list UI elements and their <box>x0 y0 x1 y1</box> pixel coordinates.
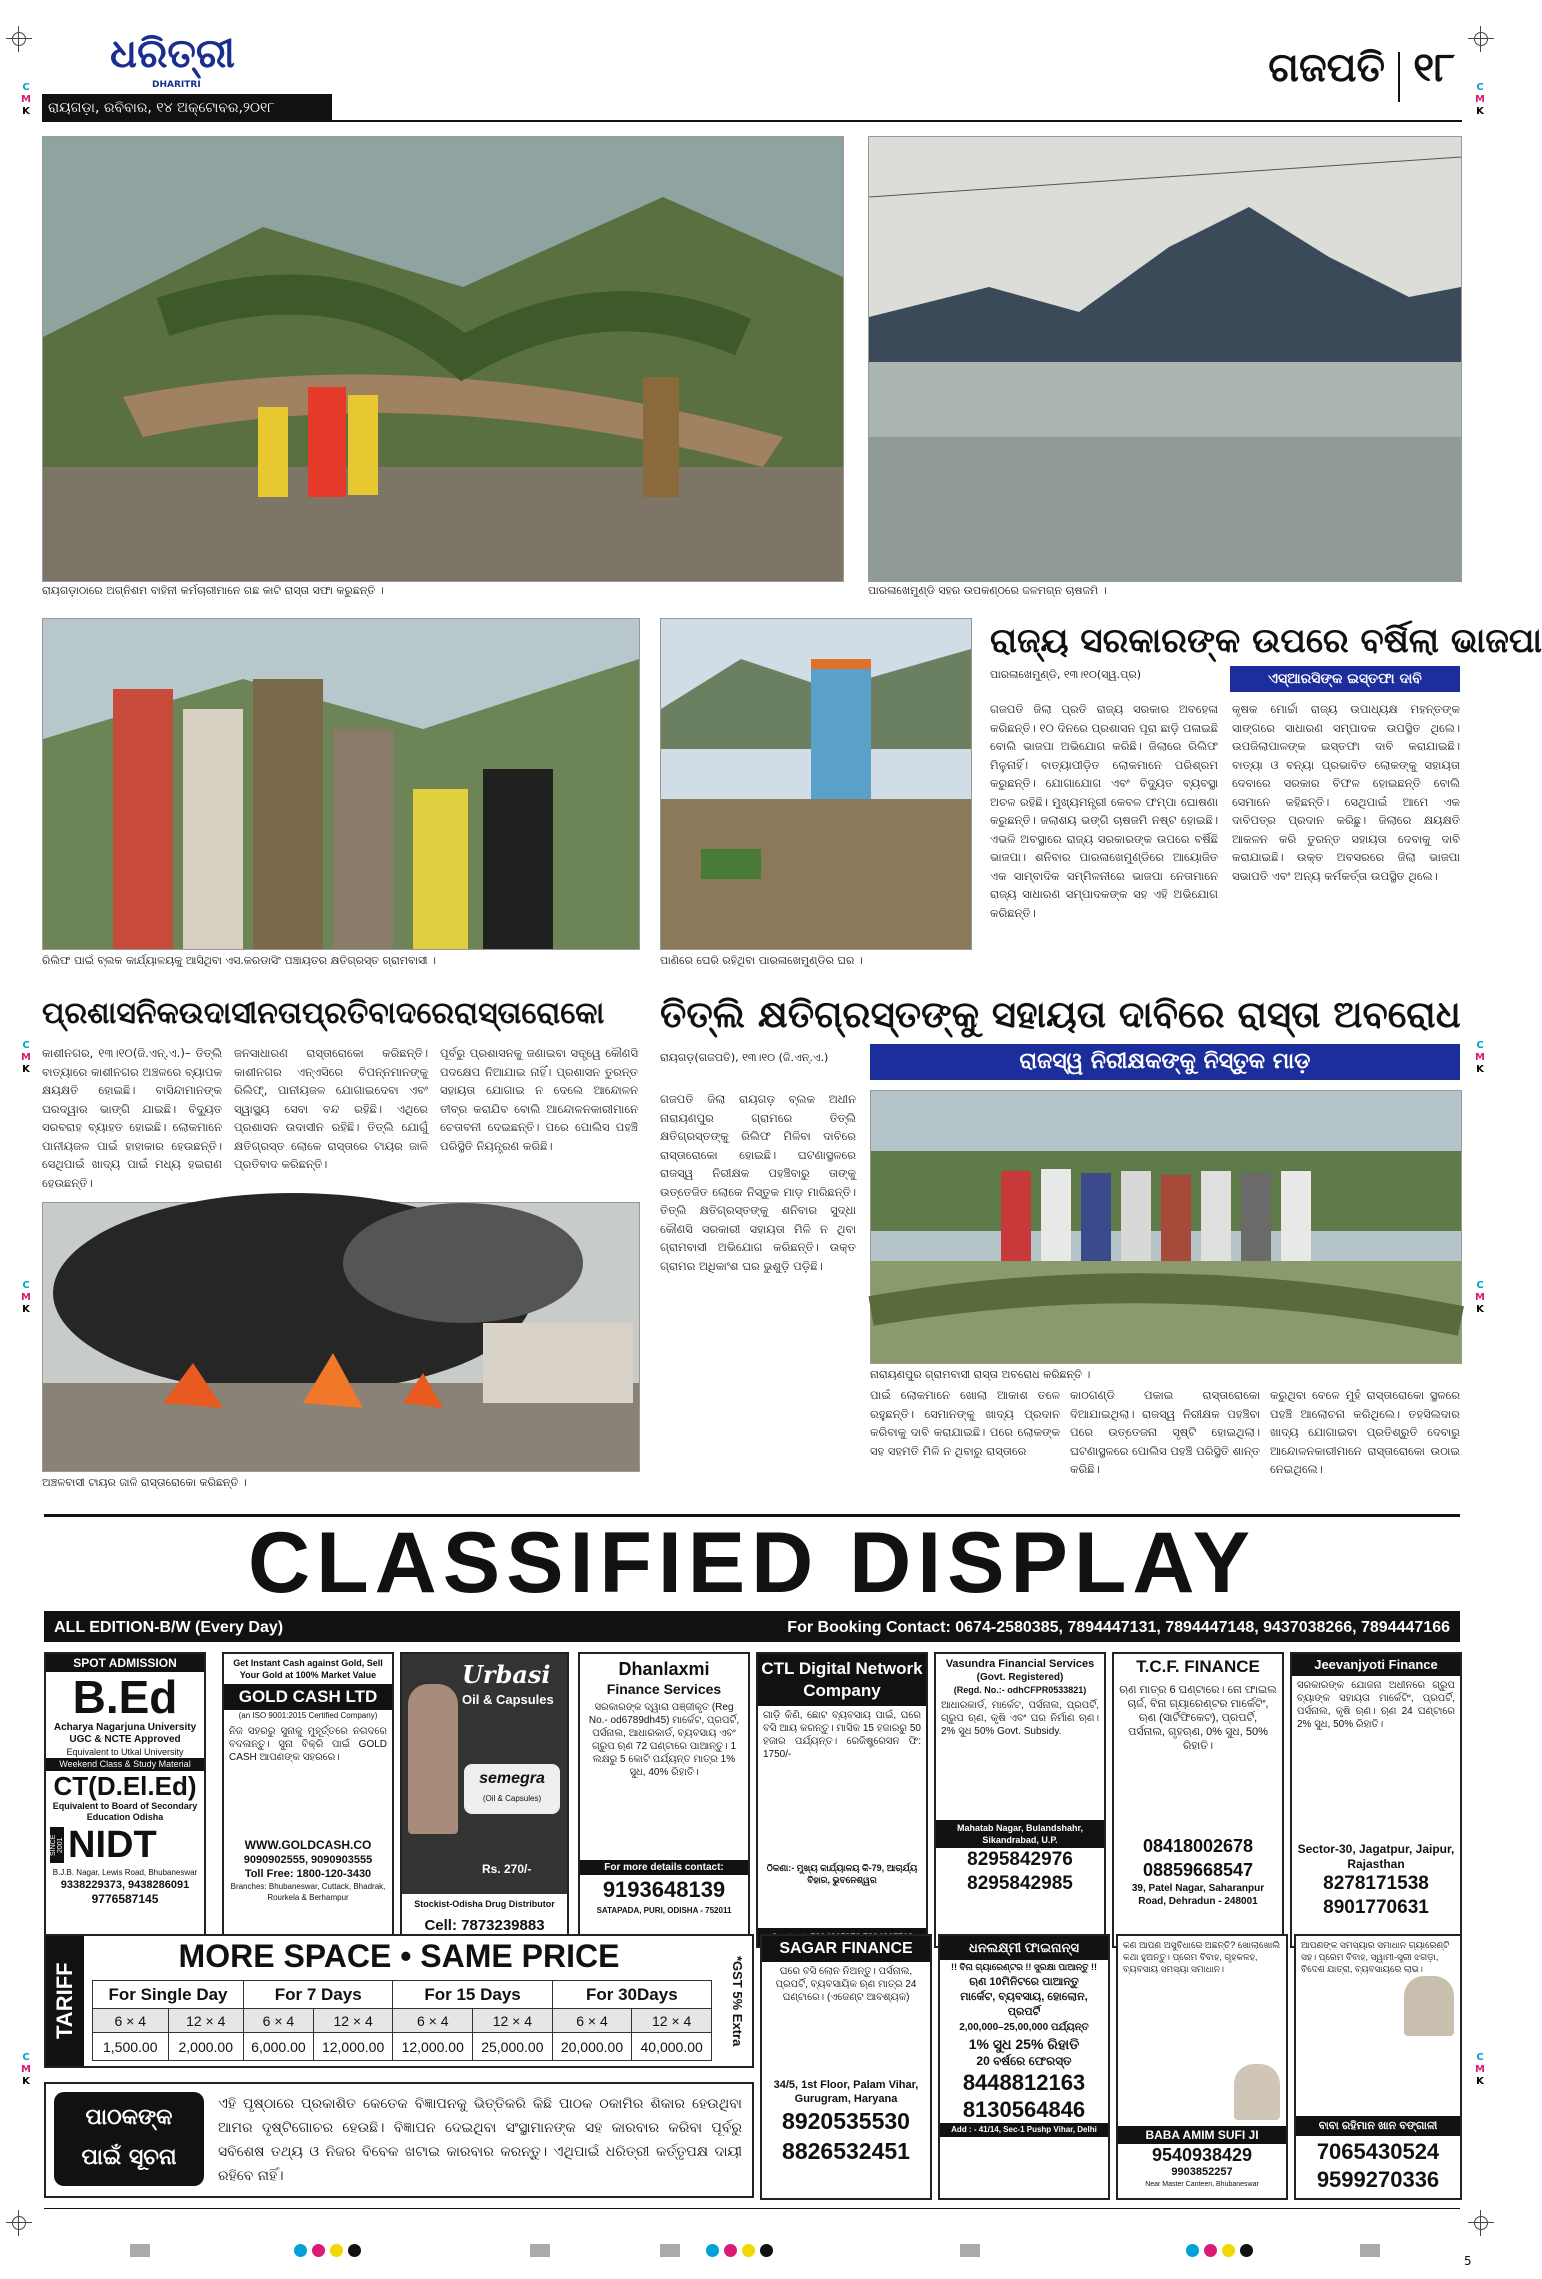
ad-heading: CTL Digital Network Company <box>758 1654 926 1706</box>
masthead <box>42 28 332 124</box>
ad-address: Mahatab Nagar, Bulandshahr, Sikandrabad, U.P. <box>936 1820 1104 1848</box>
ad-line: 1% ସୁଧ 25% ରିହାତି <box>968 2036 1080 2052</box>
ad-sagar <box>760 1934 932 2200</box>
ad-body: ଗାଡ଼ି କିଣି, ଛୋଟ ବ୍ୟବସାୟ ପାଇଁ, ଘରେ ବସି ଆୟ କରନ୍ତୁ। ମାସିକ 15 ହଜାରରୁ 50 ହଜାର ପର୍ଯ୍ୟନ୍ତ। ରେଜିଷ୍ଟ୍ରେସନ ଫି: 1750/- <box>763 1710 921 1760</box>
tariff-size: 6 × 4 <box>552 2009 632 2033</box>
story-body-column: କାଶୀନଗର, ୧୩।୧୦(ଜି.ଏନ୍.ଏ.)– ତିତ୍ଲି ବାତ୍ୟାରେ କାଶୀନଗର ଅଞ୍ଚଳରେ ବ୍ୟାପକ କ୍ଷୟକ୍ଷତି ହୋଇଛି। ବାସିନ୍ଦାମାନଙ୍କ ଘରଦ୍ୱାର ଭାଙ୍ଗି ଯାଇଛି। ବିଦ୍ୟୁତ ସରବରାହ ବ୍ୟାହତ ହୋଇଛି। ଲୋକମାନେ ପାନୀୟଜଳ ପାଇଁ ହାହାକାର ହେଉଛନ୍ତି। ସେଥିପାଇଁ ଖାଦ୍ୟ ପାଇଁ ମଧ୍ୟ ହଇରାଣ ହେଉଛନ୍ତି। <box>42 1046 222 1190</box>
ad-phone: Toll Free: 1800-120-3430 <box>244 1868 372 1880</box>
footer-rule <box>44 2208 1460 2209</box>
dateline: ରାୟଗଡ଼ା, ରବିବାର, ୧୪ ଅକ୍ଟୋବର,୨୦୧୮ <box>42 94 332 122</box>
story-body-column: ପୂର୍ବରୁ ପ୍ରଶାସନକୁ ଜଣାଇବା ସତ୍ତ୍ୱେ କୌଣସି ପଦକ୍ଷେପ ନିଆଯାଇ ନାହିଁ। ପ୍ରଶାସନ ତୁରନ୍ତ ସହାୟତା ଯୋଗାଇ ନ ଦେଲେ ଆନ୍ଦୋଳନ ତୀବ୍ର କରାଯିବ ବୋଲି ଆନ୍ଦୋଳନକାରୀମାନେ ଚେତାବନୀ ଦେଇଛନ୍ତି। ପରେ ପୋଲିସ ପହଞ୍ଚି ପରିସ୍ଥିତି ନିୟନ୍ତ୍ରଣ କରିଛି। <box>440 1046 638 1153</box>
notice-title-line: ପାଠକଙ୍କ <box>85 2105 173 2130</box>
ad-website: WWW.GOLDCASH.CO <box>244 1838 372 1852</box>
ad-heading: Jeevanjyoti Finance <box>1292 1654 1460 1676</box>
registration-mark <box>1468 26 1494 52</box>
ad-phone: 8826532451 <box>782 2138 910 2164</box>
masthead-rule <box>330 120 1462 122</box>
tariff-table <box>92 1980 712 2061</box>
section-name: ଗଜପତି <box>1268 45 1386 91</box>
gray-patch <box>530 2244 550 2257</box>
registration-mark <box>1468 2210 1494 2236</box>
ad-address: Near Master Canteen, Bhubaneswar <box>1145 2181 1259 2188</box>
ad-line: (an ISO 9001:2015 Certified Company) <box>238 1711 378 1720</box>
photo-flooded-house <box>660 618 972 950</box>
ad-baba-rahiman <box>1294 1934 1462 2200</box>
cyan-dot <box>706 2244 719 2257</box>
tariff-size: 6 × 4 <box>244 2009 314 2033</box>
ad-line: Weekend Class & Study Material <box>46 1758 204 1771</box>
ad-phone: 9193648139 <box>602 1877 726 1902</box>
tariff-price: 25,000.00 <box>473 2033 553 2061</box>
magenta-dot <box>312 2244 325 2257</box>
ad-phone: 9776587145 <box>91 1892 159 1906</box>
reader-notice <box>44 2082 754 2198</box>
story-headline: ପ୍ରଶାସନିକଉଦାସୀନତାପ୍ରତିବାଦରେରାସ୍ତାରୋକୋ <box>42 996 605 1031</box>
tariff-period: For 30Days <box>552 1981 711 2009</box>
ad-phone: 8130564846 <box>962 2097 1086 2122</box>
ad-tag: SPOT ADMISSION <box>46 1654 204 1672</box>
tariff-label: TARIFF <box>46 1936 84 2066</box>
ad-body: ଆଧାରକାର୍ଡ, ମାର୍କେଟ, ପର୍ସନାଲ, ପ୍ରପର୍ଟି, ଗ୍ରୁପ ଋଣ, କୃଷି ଏବଂ ଘର ନିର୍ମାଣ ଋଣ। 2% ସୁଧ 50% Govt. Subsidy. <box>941 1700 1099 1737</box>
section-divider <box>1398 52 1400 102</box>
tariff-price: 20,000.00 <box>552 2033 632 2061</box>
ad-address: SATAPADA, PURI, ODISHA - 752011 <box>596 1906 732 1915</box>
ad-since: SINCE 2001 <box>50 1827 64 1863</box>
ad-phone: 08418002678 <box>1142 1836 1254 1856</box>
ad-heading: ଧନଲକ୍ଷ୍ମୀ ଫାଇନାନ୍ସ <box>940 1936 1108 1960</box>
gray-patch <box>960 2244 980 2257</box>
ad-line: ମାର୍କେଟ, ବ୍ୟବସାୟ, ହୋଲୋନ, ପ୍ରପର୍ଟି <box>960 1991 1088 2018</box>
product-box <box>464 1764 560 1814</box>
ad-heading: NIDT <box>68 1824 157 1866</box>
page-number: ୧୮ <box>1413 45 1455 91</box>
ad-line: !! ବିନା ଗ୍ୟାରେଣ୍ଟର !! ସୁରକ୍ଷା ପାଆନ୍ତୁ !! <box>950 1962 1098 1972</box>
classified-bar <box>44 1614 1460 1642</box>
tariff-size: 12 × 4 <box>168 2009 244 2033</box>
ad-line: (Regd. No.:- odhCFPR0533821) <box>953 1685 1087 1695</box>
ad-dhanlaxmi <box>578 1652 750 1948</box>
ad-urbasi <box>400 1652 569 1948</box>
ad-phone: 9903852257 <box>1171 2166 1233 2178</box>
notice-title-line: ପାଇଁ ସୂଚନା <box>81 2145 177 2170</box>
tariff-price: 2,000.00 <box>168 2033 244 2061</box>
registration-mark <box>6 26 32 52</box>
tariff-size: 12 × 4 <box>632 2009 712 2033</box>
ad-price: Rs. 270/- <box>482 1862 532 1876</box>
cmyk-marker: C M K <box>21 82 31 117</box>
magenta-dot <box>724 2244 737 2257</box>
ad-phone: 8920535530 <box>782 2108 910 2134</box>
section-header <box>1205 28 1455 118</box>
ad-body: ସରକାରଙ୍କ ଯୋଜନା ଅଧୀନରେ ଗ୍ରୁପ ବ୍ୟାଙ୍କ ସହାୟତା ମାର୍କେଟିଂ, ପ୍ରପର୍ଟି, ପର୍ସନାଲ, କୃଷି ଋଣ। ଋଣ 24 ଘଣ୍ଟାରେ 2% ସୁଧ, 50% ରିହାତି। <box>1297 1680 1455 1730</box>
ad-phone: 8295842976 <box>967 1849 1073 1870</box>
black-dot <box>760 2244 773 2257</box>
photo-caption: ଅଞ୍ଚଳବାସୀ ଟାୟର ଜାଳି ରାସ୍ତାରୋକୋ କରିଛନ୍ତି । <box>42 1476 247 1489</box>
ad-heading: BABA AMIM SUFI JI <box>1118 2126 1286 2144</box>
ad-address: 39, Patel Nagar, Saharanpur Road, Dehradun - 248001 <box>1131 1883 1265 1907</box>
ad-body: କଣ ଆପଣ ଅସୁବିଧାରେ ଅଛନ୍ତି? ଖୋଲାଖୋଲି କଥା ହୁଅନ୍ତୁ। ପ୍ରେମ ବିବାହ, ଗୃହକଳହ, ବ୍ୟବସାୟ ସମସ୍ୟା ସମାଧାନ। <box>1123 1940 1281 1974</box>
classified-banner: CLASSIFIED DISPLAY <box>44 1514 1460 1614</box>
folio: 5 <box>1464 2254 1472 2268</box>
ad-heading: SAGAR FINANCE <box>762 1936 930 1962</box>
ad-brand: Urbasi <box>462 1660 551 1689</box>
ad-body: ଆପଣଙ୍କ ସମସ୍ୟାର ସମାଧାନ ଗ୍ୟାରେଣ୍ଟି ସହ। ପ୍ରେମ ବିବାହ, ସ୍ୱାମୀ-ସ୍ତ୍ରୀ ଝଗଡ଼ା, ବିଦେଶ ଯାତ୍ରା, ବ୍ୟବସାୟରେ ଲାଭ। <box>1301 1940 1450 1974</box>
cmyk-marker: C M K <box>21 1040 31 1075</box>
ad-heading: Vasundra Financial Services <box>945 1658 1095 1670</box>
gray-patch <box>660 2244 680 2257</box>
portrait-image <box>1234 2064 1280 2120</box>
black-dot <box>348 2244 361 2257</box>
photo-caption: ନାରାୟଣପୁର ଗ୍ରାମବାସୀ ରାସ୍ତା ଅବରୋଧ କରିଛନ୍ତି । <box>870 1368 1091 1381</box>
ad-body: ନିଜ ସହରରୁ ସୁନାକୁ ମୁହୂର୍ତ୍ତରେ ନଗଦରେ ବଦଳାନ୍ତୁ। ସୁନା ବିକ୍ରି ପାଇଁ GOLD CASH ଆପଣଙ୍କ ସହରରେ। <box>229 1726 387 1763</box>
ad-tariff <box>44 1934 754 2068</box>
masthead-logo-sub: DHARITRI <box>152 80 201 90</box>
black-dot <box>1240 2244 1253 2257</box>
ad-baba-amim <box>1116 1934 1288 2200</box>
ad-phone: 8278171538 <box>1323 1873 1429 1894</box>
photo-caption: ପାରଳାଖେମୁଣ୍ଡି ସହର ଉପକଣ୍ଠରେ ଜଳମଗ୍ନ ଚାଷଜମି । <box>868 584 1107 597</box>
ad-product: semegra <box>479 1770 545 1787</box>
ad-body: ଋଣ ମାତ୍ର 6 ଘଣ୍ଟାରେ। ନୋ ଫାଇଲ ଚାର୍ଜ, ବିନା ଗ୍ୟାରେଣ୍ଟର ମାର୍କେଟିଂ, ଋଣ (ସାର୍ଟିଫିକେଟ), ପ୍ରପର୍ଟି, ପର୍ସନାଲ, ଗୃହଋଣ, 0% ସୁଧ, 50% ରିହାତି। <box>1119 1684 1277 1752</box>
photo-caption: ରାୟଗଡ଼ାଠାରେ ଅଗ୍ନିଶମ ବାହିନୀ କର୍ମଚାରୀମାନେ ଗଛ କାଟି ରାସ୍ତା ସଫା କରୁଛନ୍ତି । <box>42 584 384 597</box>
ad-phone: Cell: 7873239883 <box>424 1917 545 1934</box>
ad-phone: 9338229373, 9438286091 <box>60 1879 190 1891</box>
story-kicker: ଏସ୍ଆରସିଙ୍କ ଇସ୍ତଫା ଦାବି <box>1230 666 1460 692</box>
story-dateline: ପାରଳାଖେମୁଣ୍ଡି, ୧୩।୧୦(ସ୍ୱ.ପ୍ର) <box>990 668 1141 681</box>
photo-road-blockade <box>870 1090 1462 1364</box>
tariff-period: For 7 Days <box>244 1981 393 2009</box>
tariff-period: For 15 Days <box>393 1981 552 2009</box>
ad-body: ସରକାରଙ୍କ ଦ୍ୱାରା ପଞ୍ଜୀକୃତ (Reg No.- od6789dh45) ମାର୍କେଟ, ପ୍ରପର୍ଟି, ପର୍ସନାଲ, ଆଧାରକାର୍ଡ, ବ୍ୟବସାୟ ଏବଂ ଗ୍ରୁପ ଋଣ 72 ଘଣ୍ଟାରେ ପାଆନ୍ତୁ। 1 ଲକ୍ଷରୁ 5 କୋଟି ପର୍ଯ୍ୟନ୍ତ ମାତ୍ର 1% ସୁଧ, 40% ରିହାତି। <box>588 1702 740 1778</box>
ad-heading: B.Ed <box>72 1671 178 1723</box>
cmyk-marker: C M K <box>21 2052 31 2087</box>
ad-tcf <box>1112 1652 1284 1948</box>
tariff-size: 6 × 4 <box>393 2009 473 2033</box>
story-body-column: କୃଷକ ମୋର୍ଚ୍ଚା ରାଜ୍ୟ ଉପାଧ୍ୟକ୍ଷ ମହନ୍ତଙ୍କ ସାଙ୍ଗରେ ସାଧାରଣ ସମ୍ପାଦକ ଉପସ୍ଥିତ ଥିଲେ। ଉପଜିଲାପାଳଙ୍କ ଇସ୍ତଫା ଦାବି କରାଯାଇଛି। ବାତ୍ୟା ଓ ବନ୍ୟା ପ୍ରଭାବିତ ଲୋକଙ୍କୁ ସହାୟତା ଦେବାରେ ସରକାର ବିଫଳ ହୋଇଛନ୍ତି ବୋଲି ସେମାନେ କହିଛନ୍ତି। ସେଥିପାଇଁ ଆମେ ଏକ ଦାବିପତ୍ର ପ୍ରଦାନ କରିଛୁ। ଜିଲାରେ କ୍ଷୟକ୍ଷତି ଆକଳନ କରି ତୁରନ୍ତ ସହାୟତା ଦେବାକୁ ଦାବି କରାଯାଇଛି। ଉକ୍ତ ଅବସରରେ ଜିଲା ଭାଜପା ସଭାପତି ଏବଂ ଅନ୍ୟ କର୍ମକର୍ତ୍ତା ଉପସ୍ଥିତ ଥିଲେ। <box>1232 702 1460 883</box>
ad-heading: Dhanlaxmi <box>618 1659 710 1679</box>
cmyk-marker: C M K <box>1475 1040 1485 1075</box>
tariff-size: 12 × 4 <box>313 2009 393 2033</box>
ad-line: (Govt. Registered) <box>976 1672 1064 1683</box>
yellow-dot <box>742 2244 755 2257</box>
registration-mark <box>6 2210 32 2236</box>
ad-heading: ବାବା ରହିମାନ ଖାନ ବଙ୍ଗାଳୀ <box>1296 2116 1460 2136</box>
model-image <box>408 1684 458 1834</box>
ad-vasundra <box>934 1652 1106 1948</box>
tariff-price: 6,000.00 <box>244 2033 314 2061</box>
ad-phone: 9090902555, 9090903555 <box>243 1854 373 1866</box>
tariff-gst: *GST 5% Extra <box>730 1955 745 2047</box>
photo-flooded-field <box>868 136 1462 582</box>
tariff-price: 1,500.00 <box>93 2033 169 2061</box>
photo-villagers <box>42 618 640 950</box>
story-body-column: ଜନସାଧାରଣ ରାସ୍ତାରୋକୋ କରିଛନ୍ତି। କାଶୀନଗର ଏନ୍ଏସିରେ ବିପନ୍ନମାନଙ୍କୁ ରିଲିଫ୍, ପାନୀୟଜଳ ଯୋଗାଇଦେବା ଏବଂ ସ୍ୱାସ୍ଥ୍ୟ ସେବା ବନ୍ଦ ରହିଛି। ଏଥିରେ ପ୍ରଶାସନ ଉଦାସୀନ ରହିଛି। ତିତ୍ଲି ଯୋଗୁଁ କ୍ଷତିଗ୍ରସ୍ତ ଲୋକେ ରାସ୍ତାରେ ଟାୟର ଜାଳି ପ୍ରତିବାଦ କରିଛନ୍ତି। <box>234 1046 428 1171</box>
booking-contact: For Booking Contact: 0674-2580385, 7894447131, 7894447148, 9437038266, 7894447166 <box>787 1619 1450 1636</box>
tariff-size: 6 × 4 <box>93 2009 169 2033</box>
ad-address: Add : - 41/14, Sec-1 Pushp Vihar, Delhi <box>940 2123 1108 2137</box>
story-kicker: ରାଜସ୍ୱ ନିରୀକ୍ଷକଙ୍କୁ ନିସ୍ତୁକ ମାଡ଼ <box>870 1044 1460 1080</box>
ad-heading: T.C.F. FINANCE <box>1136 1657 1260 1676</box>
magenta-dot <box>1204 2244 1217 2257</box>
ad-address: B.J.B. Nagar, Lewis Road, Bhubaneswar <box>52 1868 198 1877</box>
yellow-dot <box>330 2244 343 2257</box>
tariff-price: 12,000.00 <box>313 2033 393 2061</box>
ad-address: Sector-30, Jagatpur, Jaipur, Rajasthan <box>1297 1842 1455 1871</box>
photo-caption: ରିଲିଫ ପାଇଁ ବ୍ଲକ କାର୍ଯ୍ୟାଳୟକୁ ଆସିଥିବା ଏସ.କରଡାସିଂ ପଞ୍ଚାୟତର କ୍ଷତିଗ୍ରସ୍ତ ଗ୍ରାମବାସୀ । <box>42 954 436 967</box>
cmyk-marker: C M K <box>1475 2052 1485 2087</box>
ad-bed <box>44 1652 206 1948</box>
ad-heading: GOLD CASH LTD <box>224 1684 392 1710</box>
ad-phone: 9599270336 <box>1316 2167 1440 2192</box>
yellow-dot <box>1222 2244 1235 2257</box>
ad-address: 34/5, 1st Floor, Palam Vihar, Gurugram, Haryana <box>773 2079 919 2105</box>
ad-jeevanjyoti <box>1290 1652 1462 1948</box>
ad-line: Stockist-Odisha Drug Distributor <box>414 1899 555 1909</box>
ad-line: Get Instant Cash against Gold, Sell Your Gold at 100% Market Value <box>233 1658 383 1680</box>
ad-body: ଘରେ ବସି ଲୋନ ନିଅନ୍ତୁ। ପର୍ସନାଲ, ପ୍ରପର୍ଟି, ବ୍ୟବସାୟିକ ଋଣ ମାତ୍ର 24 ଘଣ୍ଟାରେ। (ଏଜେଣ୍ଟ ଆବଶ୍ୟକ) <box>775 1966 917 2003</box>
ad-phone: 8448812163 <box>962 2070 1086 2095</box>
ad-phone: 08859668547 <box>1142 1860 1254 1880</box>
ad-address: ଠିକଣା:- ମୁଖ୍ୟ କାର୍ଯ୍ୟାଳୟ କି-79, ଆଚାର୍ଯ୍ୟ ବିହାର, ଭୁବନେଶ୍ୱର <box>766 1863 918 1885</box>
cyan-dot <box>294 2244 307 2257</box>
ad-line: ଋଣ 10ମିନିଟରେ ପାଆନ୍ତୁ <box>969 1976 1079 1988</box>
story-dateline: ରାୟଗଡ଼(ଗଜପତି), ୧୩।୧୦ (ଜି.ଏନ୍.ଏ.) <box>660 1051 829 1064</box>
gray-patch <box>1360 2244 1380 2257</box>
story-headline: ରାଜ୍ୟ ସରକାରଙ୍କ ଉପରେ ବର୍ଷିଲା ଭାଜପା <box>990 621 1542 661</box>
ad-line: Finance Services <box>606 1681 722 1697</box>
photo-caption: ପାଣିରେ ଘେରି ରହିଥିବା ପାରଳାଖେମୁଣ୍ଡିର ଘର । <box>660 954 863 967</box>
ad-line: UGC & NCTE Approved <box>69 1734 181 1745</box>
ad-phone: 8901770631 <box>1323 1897 1429 1918</box>
ad-goldcash <box>222 1652 394 1948</box>
notice-title <box>54 2092 204 2186</box>
cmyk-marker: C M K <box>21 1280 31 1315</box>
gray-patch <box>130 2244 150 2257</box>
ad-line: 2,00,000–25,00,000 ପର୍ଯ୍ୟନ୍ତ <box>959 2022 1089 2033</box>
ad-line: For more details contact: <box>580 1860 748 1875</box>
tariff-period: For Single Day <box>93 1981 244 2009</box>
cmyk-marker: C M K <box>1475 1280 1485 1315</box>
ad-phone: 8295842985 <box>967 1873 1073 1894</box>
ad-line: Acharya Nagarjuna University <box>53 1722 197 1733</box>
tariff-headline: MORE SPACE • SAME PRICE <box>178 1938 620 1974</box>
tariff-price: 12,000.00 <box>393 2033 473 2061</box>
ad-heading: CT(D.El.Ed) <box>53 1771 197 1801</box>
story-body-column: କରୁଥିବା ବେଳେ ମୁହଁ ରାସ୍ତାରୋକୋ ସ୍ଥଳରେ ପହଞ୍ଚି ଆଲୋଚନା କରିଥିଲେ। ତହସିଲଦାର ଖାଦ୍ୟ ଯୋଗାଇବା ପ୍ରତିଶ୍ରୁତି ଦେବାରୁ ଆନ୍ଦୋଳନକାରୀମାନେ ରାସ୍ତାରୋକୋ ଉଠାଇ ନେଇଥିଲେ। <box>1270 1388 1460 1476</box>
ad-phone: 9540938429 <box>1151 2145 1253 2165</box>
masthead-logo: ଧରିତ୍ରୀ <box>110 30 235 77</box>
tariff-price: 40,000.00 <box>632 2033 712 2061</box>
portrait-image <box>1404 1976 1454 2036</box>
edition-label: ALL EDITION-B/W (Every Day) <box>54 1619 284 1636</box>
photo-fallen-tree <box>42 136 844 582</box>
ad-line: (Oil & Capsules) <box>482 1794 542 1803</box>
notice-body: ଏହି ପୃଷ୍ଠାରେ ପ୍ରକାଶିତ କେତେକ ବିଜ୍ଞାପନକୁ ଭିତ୍ତିକରି କିଛି ପାଠକ ଠକାମିର ଶିକାର ହେଉଥିବା ଆମର ଦୃଷ୍ଟିଗୋଚର ହେଉଛି। ବିଜ୍ଞାପନ ଦେଇଥିବା ସଂସ୍ଥାମାନଙ୍କ ସହ କାରବାର କରିବା ପୂର୍ବରୁ ସବିଶେଷ ତଥ୍ୟ ଓ ନିଜର ବିବେକ ଖଟାଇ କାରବାର କରନ୍ତୁ। ଏଥିପାଇଁ ଧରିତ୍ରୀ କର୍ତ୍ତୃପକ୍ଷ ଦାୟୀ ରହିବେ ନାହିଁ। <box>218 2096 742 2184</box>
story-body-column: କାଠଗଣ୍ଡି ପକାଇ ରାସ୍ତାରୋକୋ ଦିଆଯାଇଥିଲା। ରାଜସ୍ୱ ନିରୀକ୍ଷକ ପହଞ୍ଚିବା ପରେ ଉତ୍ତେଜନା ସୃଷ୍ଟି ହୋଇଥିଲା। ଘଟଣାସ୍ଥଳରେ ପୋଲିସ ପହଞ୍ଚି ପରିସ୍ଥିତି ଶାନ୍ତ କରିଛି। <box>1070 1388 1260 1476</box>
ad-ctl <box>756 1652 928 1948</box>
story-body-column: ଗଜପତି ଜିଲା ପ୍ରତି ରାଜ୍ୟ ସରକାର ଅବହେଳା କରିଛନ୍ତି। ୧୦ ଦିନରେ ପ୍ରଶାସନ ପୂରା ଛାଡ଼ି ପଳାଇଛି ବୋଲି ଭାଜପା ଅଭିଯୋଗ କରିଛି। ଜିଲାରେ ରିଲିଫ ମିଳୁନାହିଁ। ବାତ୍ୟାପୀଡ଼ିତ ଲୋକମାନେ ପରିଶ୍ରମ କରୁଛନ୍ତି। ଯୋଗାଯୋଗ ଏବଂ ବିଦ୍ୟୁତ ବ୍ୟବସ୍ଥା ଅଚଳ ରହିଛି। ମୁଖ୍ୟମନ୍ତ୍ରୀ କେବଳ ଫମ୍ପା ଘୋଷଣା କରୁଛନ୍ତି। ଜଲାଶୟ ଭଙ୍ଗି ଚାଷଜମି ନଷ୍ଟ ହୋଇଛି। ଏଭଳି ଅବସ୍ଥାରେ ରାଜ୍ୟ ସରକାରଙ୍କ ଉପରେ ବର୍ଷିଛି ଭାଜପା। ଶନିବାର ପାରଳାଖେମୁଣ୍ଡିରେ ଆୟୋଜିତ ଏକ ସାମ୍ବାଦିକ ସମ୍ମିଳନୀରେ ଭାଜପା ନେତାମାନେ ରାଜ୍ୟ ସାଧାରଣ ସମ୍ପାଦକଙ୍କ ସହ ଏହି ଅଭିଯୋଗ କରିଛନ୍ତି। <box>990 702 1218 920</box>
ad-line: Oil & Capsules <box>462 1692 554 1707</box>
ad-line: 20 ବର୍ଷରେ ଫେରସ୍ତ <box>976 2054 1072 2068</box>
tariff-size: 12 × 4 <box>473 2009 553 2033</box>
ad-phone: 7065430524 <box>1316 2139 1440 2164</box>
ad-line: Equivalent to Utkal University <box>66 1747 184 1757</box>
story-headline: ତିତ୍ଲି କ୍ଷତିଗ୍ରସ୍ତଙ୍କୁ ସହାୟତା ଦାବିରେ ରାସ୍ତା ଅବରୋଧ <box>660 993 1461 1036</box>
story-body-column: ଗଜପତି ଜିଲା ରାୟଗଡ଼ ବ୍ଲକ ଅଧୀନ ନାରାୟଣପୁର ଗ୍ରାମରେ ତିତ୍ଲି କ୍ଷତିଗ୍ରସ୍ତଙ୍କୁ ରିଲିଫ ମିଳିବା ଦାବିରେ ରାସ୍ତାରୋକୋ ହୋଇଛି। ଘଟଣାସ୍ଥଳରେ ରାଜସ୍ୱ ନିରୀକ୍ଷକ ପହଞ୍ଚିବାରୁ ତାଙ୍କୁ ଉତ୍ତେଜିତ ଲୋକେ ନିସ୍ତୁକ ମାଡ଼ ମାରିଛନ୍ତି। ତିତ୍ଲି କ୍ଷତିଗ୍ରସ୍ତଙ୍କୁ ଶନିବାର ସୁଦ୍ଧା କୌଣସି ସରକାରୀ ସହାୟତା ମିଳି ନ ଥିବା ଗ୍ରାମବାସୀ ଅଭିଯୋଗ କରିଛନ୍ତି। ଉକ୍ତ ଗ୍ରାମର ଅଧିକାଂଶ ଘର ଭୁଶୁଡ଼ି ପଡ଼ିଛି। <box>660 1092 856 1273</box>
cyan-dot <box>1186 2244 1199 2257</box>
story-body-column: ପାଇଁ ଲୋକମାନେ ଖୋଲା ଆକାଶ ତଳେ ରହୁଛନ୍ତି। ସେମାନଙ୍କୁ ଖାଦ୍ୟ ପ୍ରଦାନ କରିବାକୁ ଦାବି କରାଯାଇଛି। ପରେ ଲୋକଙ୍କ ସହ ସହମତି ମିଳି ନ ଥିବାରୁ ରାସ୍ତାରେ <box>870 1388 1060 1458</box>
cmyk-marker: C M K <box>1475 82 1485 117</box>
ad-address: Branches: Bhubaneswar, Cuttack, Bhadrak, Rourkela & Berhampur <box>230 1882 386 1902</box>
ad-line: Equivalent to Board of Secondary Education Odisha <box>52 1801 198 1822</box>
ad-dhanalaxmi-finance <box>938 1934 1110 2200</box>
photo-tyre-burning <box>42 1202 640 1472</box>
